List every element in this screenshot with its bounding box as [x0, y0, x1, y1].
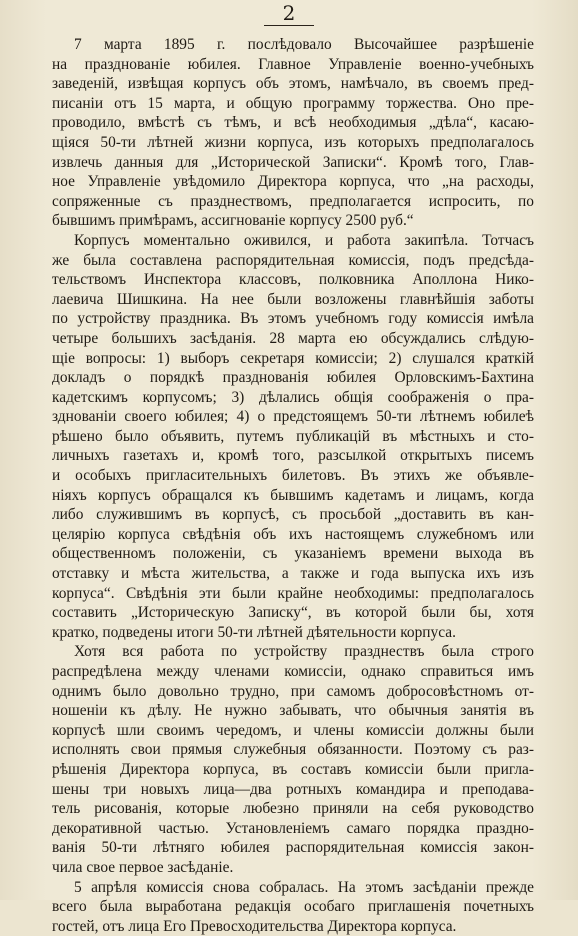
text-line: шены три новыхъ лица—два ротныхъ командира и преподава- [52, 780, 534, 798]
text-line: отставку и мѣста жительства, а также и года выпуска ихъ изъ [52, 565, 534, 583]
text-line: однимъ было довольно трудно, при самомъ добросовѣстномъ от- [52, 682, 534, 700]
text-line: заведеній, извѣщая корпусъ объ этомъ, намѣчало, въ своемъ пред- [52, 75, 534, 93]
text-line: щіяся 50-ти лѣтней жизни корпуса, изъ которыхъ предполагалось [52, 133, 534, 151]
text-line: корпусѣ шли своимъ чередомъ, и члены комиссіи должны были [52, 721, 534, 739]
text-line: личныхъ газетахъ и, кромѣ того, разсылкой открытыхъ писемъ [52, 447, 534, 465]
text-line: сопряженные съ празднествомъ, предполагается испросить, по [52, 192, 534, 210]
text-line: зднованіи своего юбилея; 4) о предстоящемъ 50-ти лѣтнемъ юбилеѣ [52, 408, 534, 426]
text-line: ношеніи къ дѣлу. Не нужно забывать, что обычныя занятія въ [52, 702, 534, 720]
text-line: извлечь данныя для „Исторической Записки“. Кромѣ того, Глав- [52, 153, 534, 171]
text-line: лаевича Шишкина. На нее были возложены главнѣйшія заботы [52, 290, 534, 308]
paragraph [52, 878, 534, 936]
paragraph [52, 35, 534, 231]
text-line: же была составлена распорядительная комиссія, подъ предсѣда- [52, 251, 534, 269]
paragraph [52, 231, 534, 642]
text-line: декоративной частью. Установленіемъ самаго порядка праздно- [52, 819, 534, 837]
paragraph [52, 642, 534, 877]
page-number: 2 [282, 1, 296, 25]
text-line: рѣшено было объявить, путемъ публикацій въ мѣстныхъ и сто- [52, 427, 534, 445]
text-line: 5 апрѣля комиссія снова собралась. На этомъ засѣданіи прежде [74, 878, 534, 896]
text-line: составить „Историческую Записку“, въ которой были бы, хотя [52, 604, 534, 622]
text-line: гостей, отъ лица Его Превосходительства Директора корпуса. [52, 917, 457, 935]
text-line: всего была выработана редакція особаго приглашенія почетныхъ [52, 898, 534, 916]
text-line: 7 марта 1895 г. послѣдовало Высочайшее разрѣшеніе [74, 36, 534, 53]
text-line: тель рисованія, которые любезно приняли на себя руководство [52, 800, 534, 818]
header-rule [264, 25, 314, 26]
text-line: кадетскимъ корпусомъ; 3) дѣлались общія соображенія о пра- [52, 388, 534, 406]
text-line: тельствомъ Инспектора классовъ, полковника Аполлона Нико- [52, 271, 534, 289]
text-line: Корпусъ моментально оживился, и работа закипѣла. Тотчасъ [74, 231, 534, 249]
text-line: кратко, подведены итоги 50-ти лѣтней дѣятельности корпуса. [52, 623, 456, 641]
text-line: по устройству праздника. Въ этомъ учебномъ году комиссія имѣла [52, 310, 534, 328]
text-line: на празднованіе юбилея. Главное Управленіе военно-учебныхъ [52, 55, 534, 73]
text-line: четыре большихъ засѣданія. 28 марта ею обсуждались слѣдую- [52, 329, 534, 347]
text-line: проводило, вмѣстѣ съ тѣмъ, и всѣ необходимыя „дѣла“, касаю- [52, 114, 534, 132]
text-line: чила свое первое засѣданіе. [52, 858, 234, 876]
body-text [52, 35, 534, 936]
text-line: исполнять свои прямыя служебныя обязанности. Поэтому съ раз- [52, 741, 534, 759]
text-line: Хотя вся работа по устройству празднествъ была строго [74, 643, 534, 661]
text-line: писаніи отъ 15 марта, и общую программу торжества. Оно пре- [52, 94, 534, 112]
text-line: рѣшенія Директора корпуса, въ составъ комиссіи были пригла- [52, 760, 534, 778]
text-line: целярію корпуса свѣдѣнія объ ихъ настоящемъ служебномъ или [52, 525, 534, 543]
text-line: распредѣлена между членами комиссіи, однако справиться имъ [52, 663, 534, 680]
text-line: ванія 50-ти лѣтняго юбилея распорядительная комиссія закон- [52, 839, 534, 857]
text-line: бывшимъ примѣрамъ, ассигнованіе корпусу 2500 руб.“ [52, 212, 414, 230]
text-line: либо служившимъ въ корпусѣ, съ просьбой „доставить въ кан- [52, 506, 534, 524]
text-line: докладъ о порядкѣ празднованія юбилея Орловскимъ-Бахтина [52, 369, 534, 387]
text-line: и особыхъ пригласительныхъ билетовъ. Въ этихъ же объявле- [52, 467, 534, 485]
text-line: ное Управленіе увѣдомило Директора корпуса, что „на расходы, [52, 173, 534, 191]
text-line: общественномъ положеніи, съ указаніемъ времени выхода въ [52, 545, 534, 563]
text-line: ніяхъ корпусъ обращался къ бывшимъ кадетамъ и лицамъ, когда [52, 486, 534, 504]
text-line: щіе вопросы: 1) выборъ секретаря комиссіи; 2) слушался краткій [52, 349, 534, 367]
text-line: корпуса“. Свѣдѣнія эти были крайне необходимы: предполагалось [52, 584, 534, 602]
